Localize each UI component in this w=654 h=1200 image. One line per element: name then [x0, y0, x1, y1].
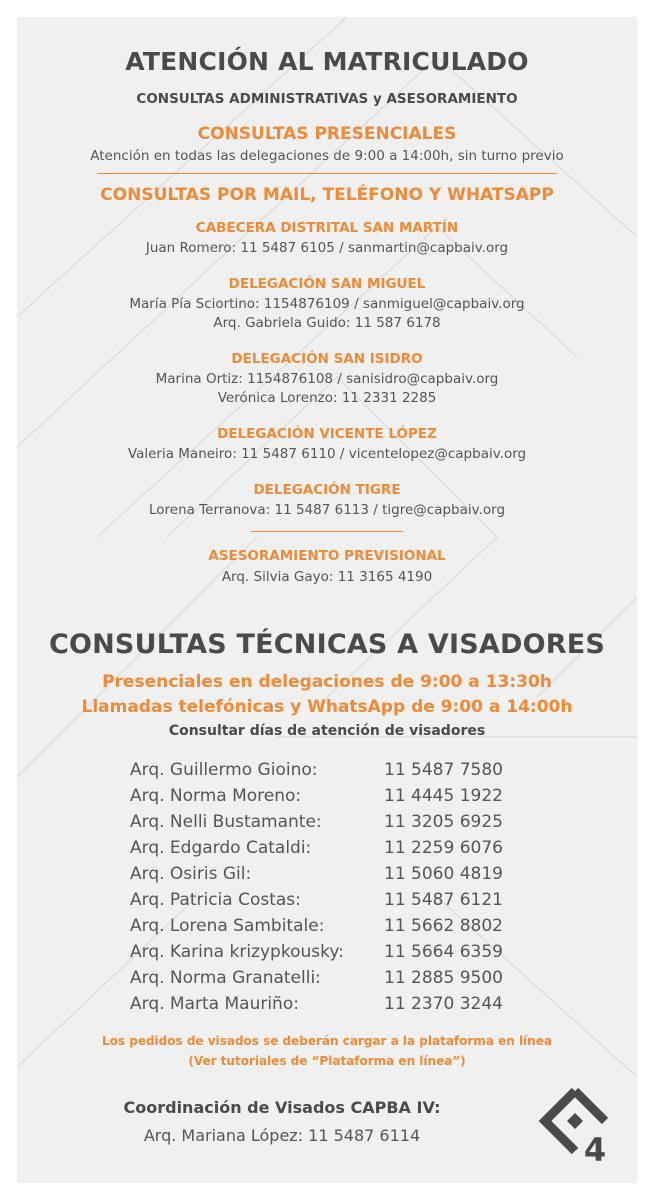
list-item	[130, 913, 544, 939]
coordinacion-title: Coordinación de Visados CAPBA IV:	[123, 1098, 441, 1117]
visador-phone: 11 4445 1922	[384, 786, 503, 806]
visadores-list	[130, 757, 544, 1017]
list-item	[130, 939, 544, 965]
asesoramiento-heading: ASESORAMIENTO PREVISIONAL	[208, 548, 446, 564]
list-item	[130, 809, 544, 835]
visador-phone: 11 2259 6076	[384, 838, 503, 858]
coordinacion-contact: Arq. Mariana López: 11 5487 6114	[143, 1126, 421, 1145]
visador-name: Arq. Osiris Gil:	[130, 864, 252, 884]
visador-name: Arq. Marta Mauriño:	[130, 994, 299, 1014]
list-item	[130, 965, 544, 991]
delegation-contact: Lorena Terranova: 11 5487 6113 / tigre@capbaiv.org	[148, 502, 506, 518]
visador-name: Arq. Patricia Costas:	[130, 890, 301, 910]
visador-phone: 11 5487 6121	[384, 890, 503, 910]
note-line-2: (Ver tutoriales de “Plataforma en línea”)	[188, 1054, 466, 1068]
visador-name: Arq. Edgardo Cataldi:	[130, 838, 312, 858]
delegation-contact: Marina Ortiz: 1154876108 / sanisidro@capbaiv.org	[155, 371, 499, 387]
delegation-name: DELEGACIÓN VICENTE LÓPEZ	[217, 426, 437, 442]
visador-phone: 11 5060 4819	[384, 864, 503, 884]
remote-heading: CONSULTAS POR MAIL, TELÉFONO Y WHATSAPP	[100, 185, 554, 205]
svg-text:4: 4	[583, 1131, 607, 1167]
list-item	[130, 991, 544, 1017]
delegation-name: CABECERA DISTRITAL SAN MARTÍN	[195, 220, 459, 236]
delegation-name: DELEGACIÓN SAN MIGUEL	[228, 276, 426, 292]
presenciales-text: Atención en todas las delegaciones de 9:00 a 14:00h, sin turno previo	[90, 148, 564, 164]
tecnicas-consultar: Consultar días de atención de visadores	[168, 723, 486, 739]
visador-name: Arq. Nelli Bustamante:	[130, 812, 322, 832]
visador-phone: 11 5664 6359	[384, 942, 503, 962]
list-item	[130, 861, 544, 887]
delegation-contact: Juan Romero: 11 5487 6105 / sanmartin@capbaiv.org	[145, 240, 509, 256]
visador-phone: 11 5662 8802	[384, 916, 503, 936]
page-subtitle: CONSULTAS ADMINISTRATIVAS y ASESORAMIENTO	[136, 91, 518, 107]
visador-name: Arq. Norma Moreno:	[130, 786, 302, 806]
page-title: ATENCIÓN AL MATRICULADO	[125, 47, 529, 76]
visador-phone: 11 3205 6925	[384, 812, 503, 832]
capba-logo-icon	[537, 1085, 619, 1167]
asesoramiento-contact: Arq. Silvia Gayo: 11 3165 4190	[221, 569, 433, 585]
delegation-contact: María Pía Sciortino: 1154876109 / sanmiguel@capbaiv.org	[129, 296, 525, 312]
visador-phone: 11 2885 9500	[384, 968, 503, 988]
visador-name: Arq. Lorena Sambitale:	[130, 916, 325, 936]
info-panel	[17, 17, 637, 1183]
visador-phone: 11 5487 7580	[384, 760, 503, 780]
delegation-contact: Valeria Maneiro: 11 5487 6110 / vicentelopez@capbaiv.org	[127, 446, 527, 462]
delegation-name: DELEGACIÓN TIGRE	[253, 482, 401, 498]
delegation-name: DELEGACIÓN SAN ISIDRO	[231, 351, 423, 367]
list-item	[130, 835, 544, 861]
tecnicas-title: CONSULTAS TÉCNICAS A VISADORES	[48, 629, 606, 660]
list-item	[130, 757, 544, 783]
visador-name: Arq. Norma Granatelli:	[130, 968, 321, 988]
list-item	[130, 783, 544, 809]
delegation-contact: Arq. Gabriela Guido: 11 587 6178	[213, 315, 441, 331]
list-item	[130, 887, 544, 913]
visador-phone: 11 2370 3244	[384, 994, 503, 1014]
presenciales-heading: CONSULTAS PRESENCIALES	[197, 124, 457, 144]
visador-name: Arq. Karina krizypkousky:	[130, 942, 344, 962]
delegation-contact: Verónica Lorenzo: 11 2331 2285	[217, 390, 437, 406]
orange-divider	[251, 531, 403, 532]
visador-name: Arq. Guillermo Gioino:	[130, 760, 318, 780]
orange-divider	[97, 173, 557, 174]
tecnicas-presenciales: Presenciales en delegaciones de 9:00 a 13:30h	[102, 672, 552, 692]
note-line-1: Los pedidos de visados se deberán cargar a la plataforma en línea	[102, 1034, 552, 1048]
tecnicas-llamadas: Llamadas telefónicas y WhatsApp de 9:00 a 14:00h	[81, 697, 573, 717]
